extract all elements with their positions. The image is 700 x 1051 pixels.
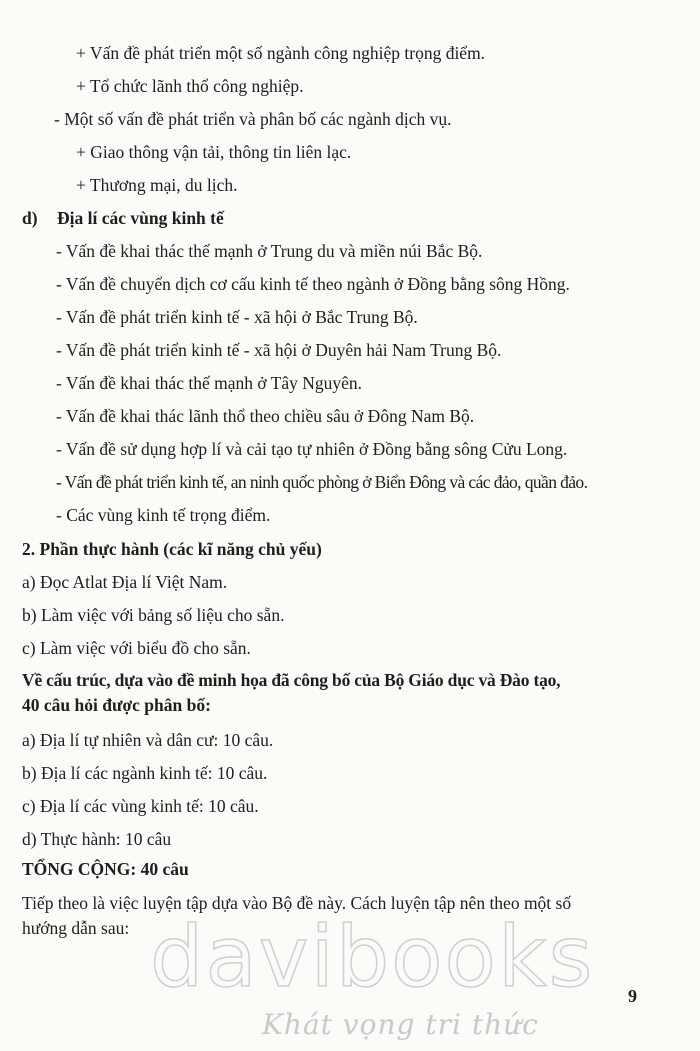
section-d-title: Địa lí các vùng kinh tế [57,208,224,228]
watermark-slogan: Khát vọng tri thức [262,1008,539,1041]
region-item-6: - Vấn đề khai thác lãnh thổ theo chiều sâu ở Đông Nam Bộ. [56,406,475,426]
region-item-8: - Vấn đề phát triển kinh tế, an ninh quốc phòng ở Biển Đông và các đảo, quần đảo. [56,472,588,492]
practice-item-b: b) Làm việc với bảng số liệu cho sẵn. [22,605,285,625]
structure-intro-line-1: Về cấu trúc, dựa vào đề minh họa đã công bố của Bộ Giáo dục và Đào tạo, [22,670,561,690]
region-item-1: - Vấn đề khai thác thế mạnh ở Trung du và miền núi Bắc Bộ. [56,241,483,261]
structure-item-a: a) Địa lí tự nhiên và dân cư: 10 câu. [22,730,274,750]
closing-line-1: Tiếp theo là việc luyện tập dựa vào Bộ đề này. Cách luyện tập nên theo một số [22,893,572,913]
page-number: 9 [628,986,637,1006]
region-item-3: - Vấn đề phát triển kinh tế - xã hội ở Bắc Trung Bộ. [56,307,418,327]
watermark-logo: davibooks [150,908,595,1006]
closing-line-2: hướng dẫn sau: [22,918,130,938]
structure-item-d: d) Thực hành: 10 câu [22,829,172,849]
region-item-2: - Vấn đề chuyển dịch cơ cấu kinh tế theo ngành ở Đồng bằng sông Hồng. [56,274,570,294]
practice-item-a: a) Đọc Atlat Địa lí Việt Nam. [22,572,228,592]
services-item-1: + Giao thông vận tải, thông tin liên lạc. [76,142,352,162]
practice-item-c: c) Làm việc với biểu đồ cho sẵn. [22,638,251,658]
industry-item-1: + Vấn đề phát triển một số ngành công nghiệp trọng điểm. [76,43,486,63]
region-item-7: - Vấn đề sử dụng hợp lí và cải tạo tự nhiên ở Đồng bằng sông Cửu Long. [56,439,568,459]
structure-item-c: c) Địa lí các vùng kinh tế: 10 câu. [22,796,259,816]
structure-total: TỔNG CỘNG: 40 câu [22,859,189,879]
region-item-4: - Vấn đề phát triển kinh tế - xã hội ở Duyên hải Nam Trung Bộ. [56,340,502,360]
structure-item-b: b) Địa lí các ngành kinh tế: 10 câu. [22,763,268,783]
structure-intro-line-2: 40 câu hỏi được phân bố: [22,695,211,715]
industry-item-2: + Tổ chức lãnh thổ công nghiệp. [76,76,304,96]
region-item-9: - Các vùng kinh tế trọng điểm. [56,505,271,525]
practice-heading: 2. Phần thực hành (các kĩ năng chủ yếu) [22,539,322,559]
services-heading: - Một số vấn đề phát triển và phân bố các ngành dịch vụ. [54,109,452,129]
services-item-2: + Thương mại, du lịch. [76,175,238,195]
region-item-5: - Vấn đề khai thác thế mạnh ở Tây Nguyên. [56,373,363,393]
section-d-label: d) [22,208,38,228]
